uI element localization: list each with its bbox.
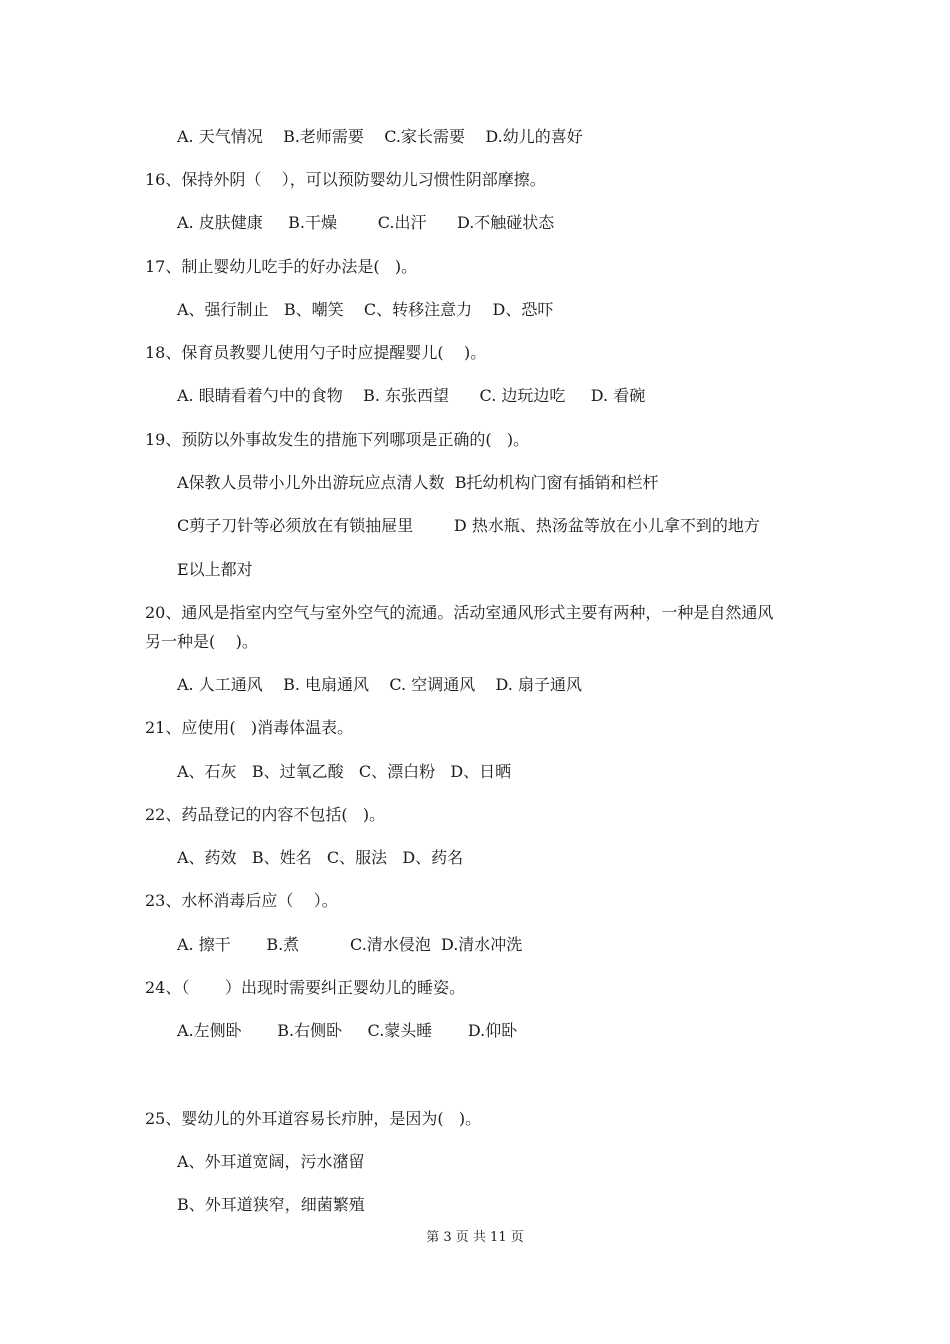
q19-options-cd: C剪子刀针等必须放在有锁抽屉里 D 热水瓶、热汤盆等放在小儿拿不到的地方 (177, 516, 760, 535)
q25-stem: 25、婴幼儿的外耳道容易长疖肿，是因为( )。 (145, 1109, 482, 1128)
q22-options: A、药效 B、姓名 C、服法 D、药名 (177, 848, 464, 867)
q20-options: A. 人工通风 B. 电扇通风 C. 空调通风 D. 扇子通风 (177, 675, 582, 694)
q19-stem: 19、预防以外事故发生的措施下列哪项是正确的( )。 (145, 430, 530, 449)
q15-options: A. 天气情况 B.老师需要 C.家长需要 D.幼儿的喜好 (177, 127, 583, 146)
q25-option-b: B、外耳道狭窄，细菌繁殖 (177, 1195, 365, 1214)
q24-options: A.左侧卧 B.右侧卧 C.蒙头睡 D.仰卧 (177, 1021, 518, 1040)
q17-options: A、强行制止 B、嘲笑 C、转移注意力 D、恐吓 (177, 300, 554, 319)
q22-stem: 22、药品登记的内容不包括( )。 (145, 805, 386, 824)
q18-stem: 18、保育员教婴儿使用勺子时应提醒婴儿( )。 (145, 343, 487, 362)
q19-option-e: E以上都对 (177, 560, 253, 579)
q23-stem: 23、水杯消毒后应（ ）。 (145, 891, 338, 910)
q24-stem: 24、（ ）出现时需要纠正婴幼儿的睡姿。 (145, 978, 465, 997)
q21-options: A、石灰 B、过氧乙酸 C、漂白粉 D、日晒 (177, 762, 512, 781)
q17-stem: 17、制止婴幼儿吃手的好办法是( )。 (145, 257, 418, 276)
q20-stem-cont: 另一种是( )。 (145, 632, 258, 651)
q16-options: A. 皮肤健康 B.干燥 C.出汗 D.不触碰状态 (177, 213, 555, 232)
q23-options: A. 擦干 B.煮 C.清水侵泡 D.清水冲洗 (177, 935, 523, 954)
q16-stem: 16、保持外阴（ ），可以预防婴幼儿习惯性阴部摩擦。 (145, 170, 546, 189)
q19-options-ab: A保教人员带小儿外出游玩应点清人数 B托幼机构门窗有插销和栏杆 (177, 473, 659, 492)
q21-stem: 21、应使用( )消毒体温表。 (145, 718, 354, 737)
q25-option-a: A、外耳道宽阔，污水潴留 (177, 1152, 365, 1171)
q18-options: A. 眼睛看着勺中的食物 B. 东张西望 C. 边玩边吃 D. 看碗 (177, 386, 646, 405)
q20-stem: 20、通风是指室内空气与室外空气的流通。活动室通风形式主要有两种，一种是自然通风 (145, 603, 774, 622)
page-footer: 第 3 页 共 11 页 (426, 1230, 524, 1245)
